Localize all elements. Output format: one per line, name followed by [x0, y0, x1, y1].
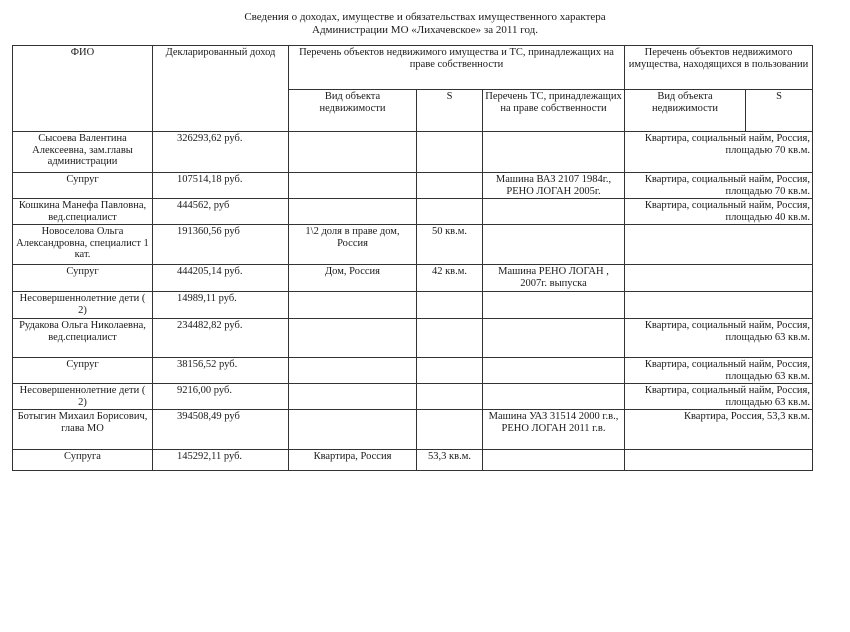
header-owned: Перечень объектов недвижимого имущества и ТС, принадлежащих на праве собственности [289, 46, 625, 90]
header-type2: Вид объекта недвижимости [625, 90, 746, 132]
vehicles-cell [483, 358, 625, 384]
header-used: Перечень объектов недвижимого имущества, находящихся в пользовании [625, 46, 813, 90]
fio-cell: Ботыгин Михаил Борисович, глава МО [13, 410, 153, 450]
fio-cell: Несовершеннолетние дети ( 2) [13, 292, 153, 319]
property-area-cell [417, 358, 483, 384]
vehicles-cell: Машина РЕНО ЛОГАН , 2007г. выпуска [483, 265, 625, 292]
property-type-cell [289, 173, 417, 199]
table-row [13, 319, 813, 358]
property-area-cell [417, 319, 483, 358]
property-area-cell: 53,3 кв.м. [417, 450, 483, 471]
used-property-cell: Квартира, социальный найм, Россия, площадью 70 кв.м. [625, 132, 813, 173]
vehicles-cell [483, 225, 625, 265]
table-row [13, 173, 813, 199]
property-area-cell [417, 292, 483, 319]
property-type-cell [289, 319, 417, 358]
table-row [13, 450, 813, 471]
income-cell: 326293,62 руб. [153, 132, 289, 173]
income-cell: 9216,00 руб. [153, 384, 289, 410]
table-row [13, 132, 813, 173]
vehicles-cell [483, 132, 625, 173]
fio-cell: Новоселова Ольга Александровна, специалист 1 кат. [13, 225, 153, 265]
property-type-cell [289, 410, 417, 450]
fio-cell: Сысоева Валентина Алексеевна, зам.главы администрации [13, 132, 153, 173]
income-cell: 394508,49 руб [153, 410, 289, 450]
used-property-cell: Квартира, социальный найм, Россия, площадью 63 кв.м. [625, 384, 813, 410]
vehicles-cell: Машина ВАЗ 2107 1984г., РЕНО ЛОГАН 2005г. [483, 173, 625, 199]
income-cell: 38156,52 руб. [153, 358, 289, 384]
header-area: S [417, 90, 483, 132]
vehicles-cell [483, 450, 625, 471]
vehicles-cell [483, 199, 625, 225]
vehicles-cell: Машина УАЗ 31514 2000 г.в., РЕНО ЛОГАН 2011 г.в. [483, 410, 625, 450]
property-area-cell [417, 384, 483, 410]
table-row [13, 358, 813, 384]
vehicles-cell [483, 384, 625, 410]
property-area-cell [417, 132, 483, 173]
fio-cell: Рудакова Ольга Николаевна, вед.специалист [13, 319, 153, 358]
fio-cell: Супруга [13, 450, 153, 471]
header-type: Вид объекта недвижимости [289, 90, 417, 132]
table-body [13, 132, 813, 471]
property-area-cell: 42 кв.м. [417, 265, 483, 292]
header-area2: S [746, 90, 813, 132]
header-fio: ФИО [13, 46, 153, 132]
income-cell: 234482,82 руб. [153, 319, 289, 358]
income-cell: 145292,11 руб. [153, 450, 289, 471]
fio-cell: Кошкина Манефа Павловна, вед.специалист [13, 199, 153, 225]
used-property-cell: Квартира, социальный найм, Россия, площадью 70 кв.м. [625, 173, 813, 199]
document-title-line2: Администрации МО «Лихачевское» за 2011 год. [312, 24, 538, 36]
fio-cell: Супруг [13, 173, 153, 199]
used-property-cell [625, 225, 813, 265]
income-cell: 107514,18 руб. [153, 173, 289, 199]
table-row [13, 265, 813, 292]
used-property-cell: Квартира, Россия, 53,3 кв.м. [625, 410, 813, 450]
header-vehicles: Перечень ТС, принадлежащих на праве собственности [483, 90, 625, 132]
property-type-cell [289, 384, 417, 410]
used-property-cell: Квартира, социальный найм, Россия, площадью 63 кв.м. [625, 358, 813, 384]
table-row [13, 199, 813, 225]
fio-cell: Супруг [13, 358, 153, 384]
declarations-table [12, 45, 813, 471]
used-property-cell [625, 292, 813, 319]
fio-cell: Супруг [13, 265, 153, 292]
vehicles-cell [483, 319, 625, 358]
table-row [13, 384, 813, 410]
income-cell: 444562, руб [153, 199, 289, 225]
used-property-cell: Квартира, социальный найм, Россия, площадью 40 кв.м. [625, 199, 813, 225]
property-area-cell [417, 410, 483, 450]
table-row [13, 292, 813, 319]
property-type-cell [289, 292, 417, 319]
property-type-cell: Дом, Россия [289, 265, 417, 292]
table-row [13, 410, 813, 450]
used-property-cell: Квартира, социальный найм, Россия, площадью 63 кв.м. [625, 319, 813, 358]
property-type-cell: 1\2 доля в праве дом, Россия [289, 225, 417, 265]
table-row [13, 225, 813, 265]
fio-cell: Несовершеннолетние дети ( 2) [13, 384, 153, 410]
income-cell: 191360,56 руб [153, 225, 289, 265]
property-area-cell: 50 кв.м. [417, 225, 483, 265]
vehicles-cell [483, 292, 625, 319]
property-area-cell [417, 199, 483, 225]
property-type-cell [289, 358, 417, 384]
income-cell: 14989,11 руб. [153, 292, 289, 319]
used-property-cell [625, 265, 813, 292]
property-area-cell [417, 173, 483, 199]
property-type-cell [289, 199, 417, 225]
header-income: Декларированный доход [153, 46, 289, 132]
income-cell: 444205,14 руб. [153, 265, 289, 292]
property-type-cell: Квартира, Россия [289, 450, 417, 471]
property-type-cell [289, 132, 417, 173]
used-property-cell [625, 450, 813, 471]
document-title-line1: Сведения о доходах, имуществе и обязательствах имущественного характера [244, 11, 606, 23]
